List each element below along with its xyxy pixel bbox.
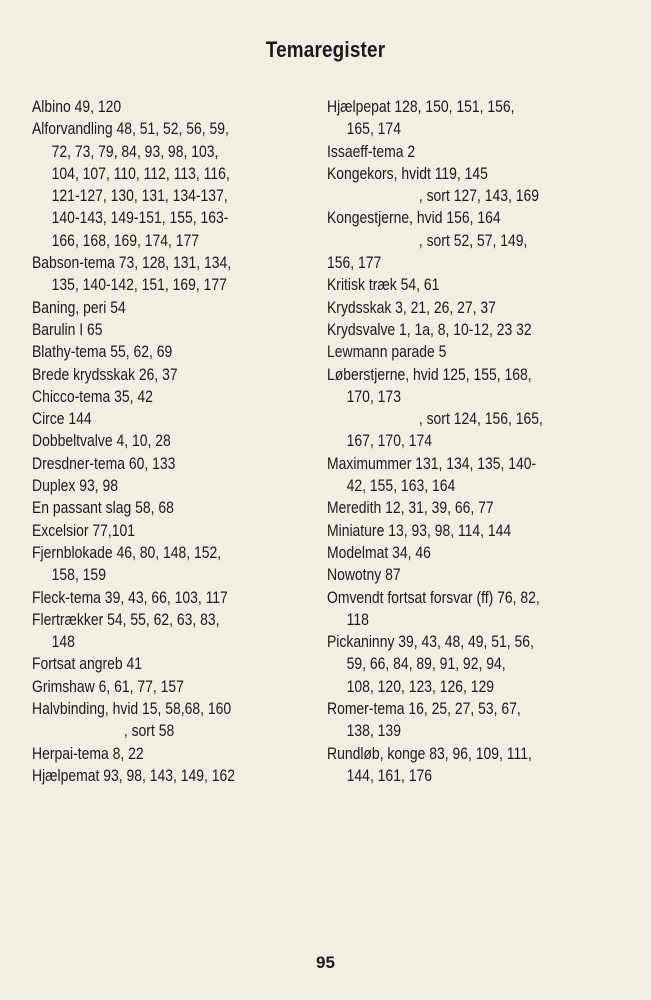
index-entry-line: Babson-tema 73, 128, 131, 134, <box>32 253 232 273</box>
index-entry-line: Circe 144 <box>32 409 92 429</box>
index-entry-line: , sort 52, 57, 149, <box>418 230 528 250</box>
index-entry-line: Pickaninny 39, 43, 48, 49, 51, 56, <box>327 632 534 652</box>
index-entry-line: 118 <box>346 609 369 629</box>
index-entry-line: 104, 107, 110, 112, 113, 116, <box>51 163 230 183</box>
index-entry-line: Brede krydsskak 26, 37 <box>32 364 178 384</box>
index-entry-line: 167, 170, 174 <box>346 431 432 451</box>
index-entry-line: 59, 66, 84, 89, 91, 92, 94, <box>346 654 506 674</box>
index-entry-line: Fleck-tema 39, 43, 66, 103, 117 <box>32 587 228 607</box>
index-entry-line: Modelmat 34, 46 <box>327 542 431 562</box>
index-entry-line: Blathy-tema 55, 62, 69 <box>32 342 173 362</box>
index-entry-line: Nowotny 87 <box>327 565 401 585</box>
index-entry-line: 138, 139 <box>346 721 401 741</box>
index-entry-line: Chicco-tema 35, 42 <box>32 386 153 406</box>
index-entry-line: Duplex 93, 98 <box>32 476 119 496</box>
index-entry-line: 108, 120, 123, 126, 129 <box>346 676 494 696</box>
index-entry-line: Krydsskak 3, 21, 26, 27, 37 <box>327 297 496 317</box>
index-entry-line: 170, 173 <box>346 386 401 406</box>
index-entry-line: 121-127, 130, 131, 134-137, <box>51 186 228 206</box>
index-column-right <box>327 96 590 787</box>
index-entry-line: 140-143, 149-151, 155, 163- <box>51 208 229 228</box>
index-entry-line: 166, 168, 169, 174, 177 <box>51 230 199 250</box>
page-number: 95 <box>316 953 335 972</box>
index-entry-line: Grimshaw 6, 61, 77, 157 <box>32 676 184 696</box>
index-entry-line: Miniature 13, 93, 98, 114, 144 <box>327 520 512 540</box>
index-entry-line: Dresdner-tema 60, 133 <box>32 453 176 473</box>
index-entry-line: Fortsat angreb 41 <box>32 654 143 674</box>
index-entry-line: Kongestjerne, hvid 156, 164 <box>327 208 501 228</box>
index-entry-line: Omvendt fortsat forsvar (ff) 76, 82, <box>327 587 540 607</box>
index-entry-line: Maximummer 131, 134, 135, 140- <box>327 453 537 473</box>
index-entry-line: Rundløb, konge 83, 96, 109, 111, <box>327 743 532 763</box>
index-entry-line: Kritisk træk 54, 61 <box>327 275 440 295</box>
index-entry-line: Albino 49, 120 <box>32 97 122 116</box>
page-title: Temaregister <box>265 37 386 62</box>
index-entry-line: Alforvandling 48, 51, 52, 56, 59, <box>32 119 229 139</box>
index-entry-line: 158, 159 <box>51 565 106 585</box>
index-entry-line: Hjælpepat 128, 150, 151, 156, <box>327 97 515 116</box>
index-entry-line: Baning, peri 54 <box>32 297 126 317</box>
index-entry-line: , sort 124, 156, 165, <box>418 409 543 429</box>
index-entry-line: 42, 155, 163, 164 <box>346 476 456 496</box>
index-entry-line: 144, 161, 176 <box>346 765 432 785</box>
index-entry-line: 135, 140-142, 151, 169, 177 <box>51 275 227 295</box>
index-entry-line: Meredith 12, 31, 39, 66, 77 <box>327 498 494 518</box>
index-entry-line: 156, 177 <box>327 253 382 273</box>
index-column-left <box>32 96 280 787</box>
index-entry-line: Kongekors, hvidt 119, 145 <box>327 163 488 183</box>
index-entry-line: Excelsior 77,101 <box>32 520 136 540</box>
index-entry-line: , sort 127, 143, 169 <box>418 186 539 206</box>
index-entry-line: Flertrækker 54, 55, 62, 63, 83, <box>32 609 220 629</box>
index-entry-line: 165, 174 <box>346 119 401 139</box>
index-entry-line: Hjælpemat 93, 98, 143, 149, 162 <box>32 765 236 785</box>
index-entry-line: , sort 58 <box>123 721 175 741</box>
index-entry-line: Fjernblokade 46, 80, 148, 152, <box>32 542 222 562</box>
index-entry-line: Løberstjerne, hvid 125, 155, 168, <box>327 364 532 384</box>
index-entry-line: 148 <box>51 632 75 652</box>
index-entry-line: 72, 73, 79, 84, 93, 98, 103, <box>51 141 219 161</box>
index-entry-line: Romer-tema 16, 25, 27, 53, 67, <box>327 699 521 719</box>
index-entry-line: Halvbinding, hvid 15, 58,68, 160 <box>32 699 232 719</box>
index-entry-line: Lewmann parade 5 <box>327 342 447 362</box>
index-entry-line: Issaeff-tema 2 <box>327 141 416 161</box>
index-entry-line: Dobbeltvalve 4, 10, 28 <box>32 431 171 451</box>
index-entry-line: Herpai-tema 8, 22 <box>32 743 144 763</box>
index-entry-line: Krydsvalve 1, 1a, 8, 10-12, 23 32 <box>327 319 532 339</box>
index-entry-line: Barulin I 65 <box>32 319 103 339</box>
index-entry-line: En passant slag 58, 68 <box>32 498 174 518</box>
